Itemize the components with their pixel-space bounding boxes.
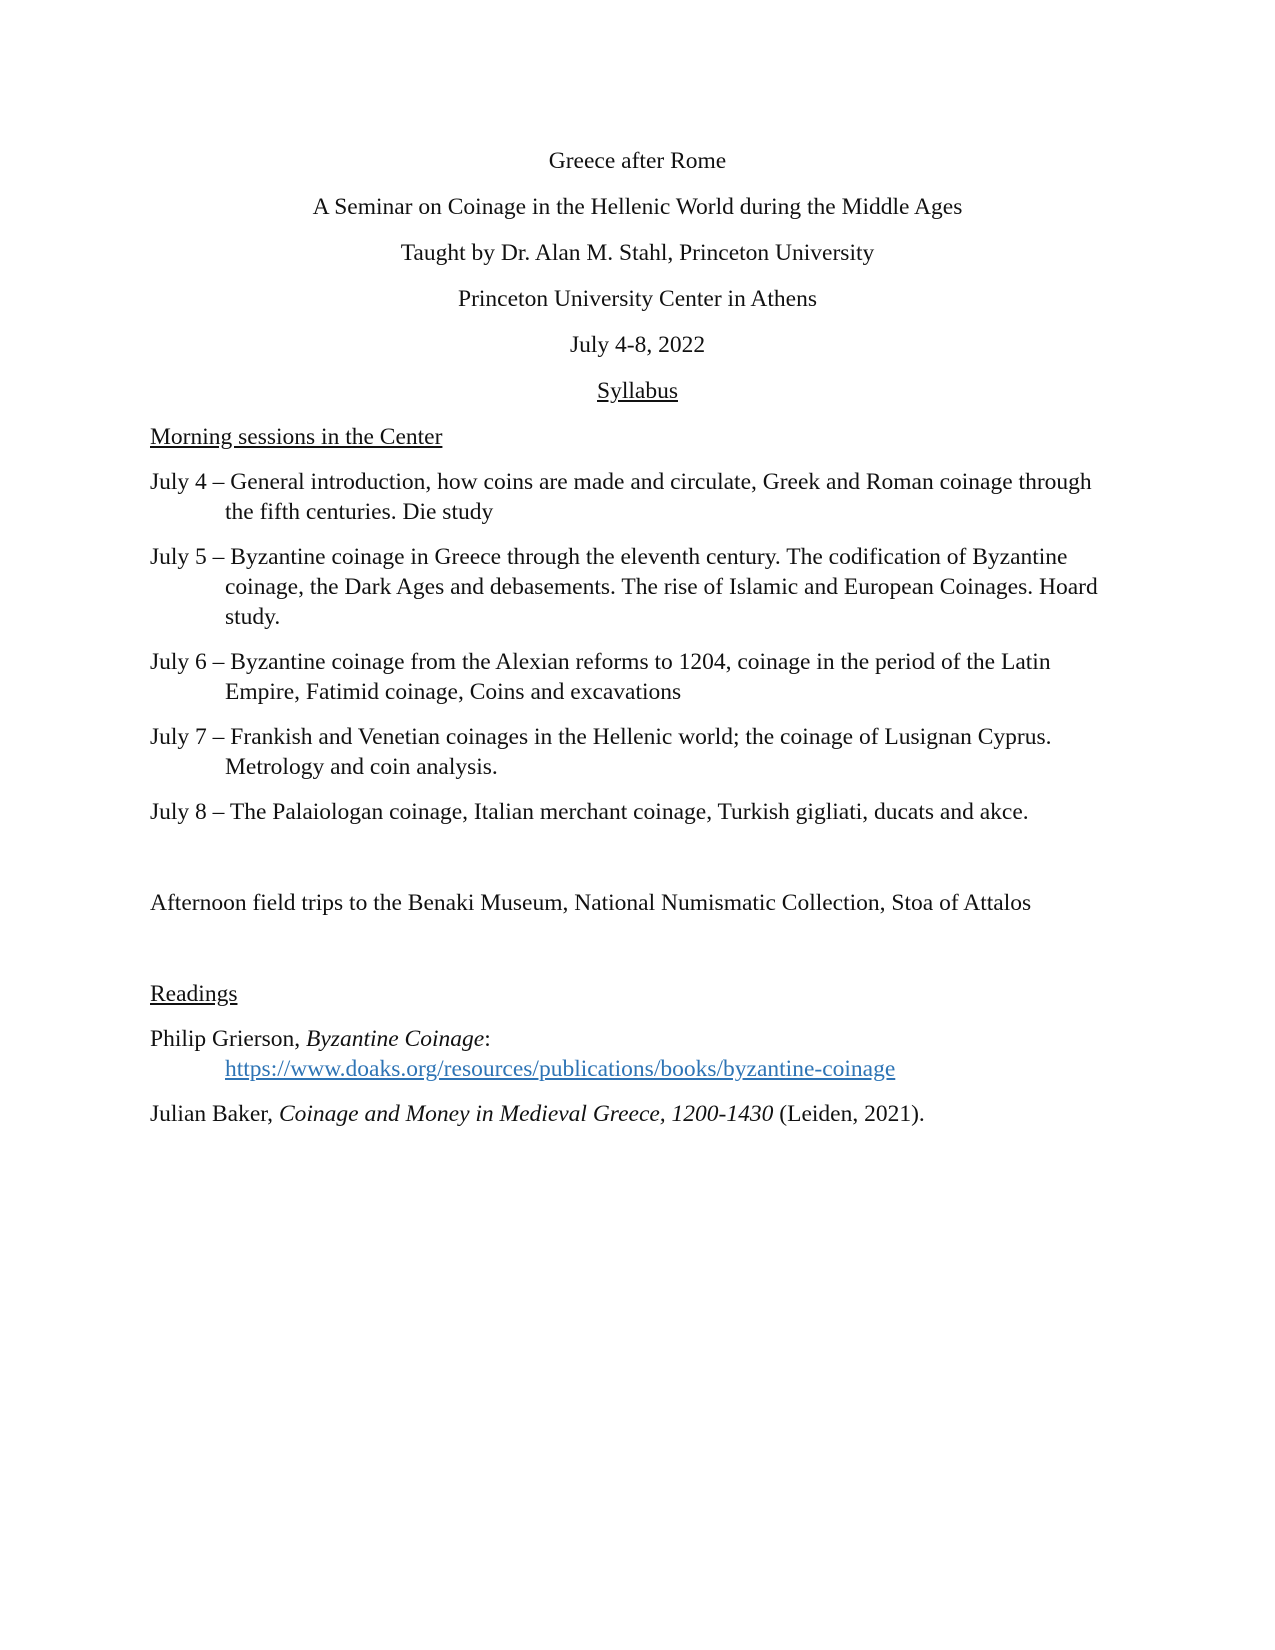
reading-baker bbox=[150, 1099, 1125, 1129]
reading-grierson bbox=[150, 1024, 1125, 1084]
reading-author: Philip Grierson, bbox=[150, 1026, 307, 1052]
session-july-6: July 6 – Byzantine coinage from the Alexian reforms to 1204, coinage in the period of the Latin Empire, Fatimid coinage, Coins and excavations bbox=[150, 649, 1051, 705]
reading-link[interactable]: https://www.doaks.org/resources/publications/books/byzantine-coinage bbox=[225, 1056, 896, 1082]
document-subtitle: A Seminar on Coinage in the Hellenic World during the Middle Ages bbox=[312, 194, 963, 220]
reading-suffix: (Leiden, 2021). bbox=[773, 1101, 925, 1127]
session-july-7: July 7 – Frankish and Venetian coinages in the Hellenic world; the coinage of Lusignan Cyprus. Metrology and coin analysis. bbox=[150, 724, 1052, 780]
syllabus-page bbox=[150, 146, 1125, 1144]
session-july-5: July 5 – Byzantine coinage in Greece through the eleventh century. The codification of Byzantine coinage, the Dark Ages and debasements. The rise of Islamic and European Coinages. Hoard study. bbox=[150, 544, 1098, 630]
readings-heading: Readings bbox=[150, 981, 238, 1007]
afternoon-field-trips: Afternoon field trips to the Benaki Museum, National Numismatic Collection, Stoa of Attalos bbox=[150, 890, 1032, 916]
instructor-line: Taught by Dr. Alan M. Stahl, Princeton University bbox=[400, 240, 875, 266]
reading-title: Coinage and Money in Medieval Greece, 1200-1430 bbox=[278, 1101, 774, 1127]
location-line: Princeton University Center in Athens bbox=[458, 286, 817, 312]
document-title: Greece after Rome bbox=[548, 148, 727, 174]
reading-title: Byzantine Coinage bbox=[306, 1026, 485, 1052]
reading-suffix: : bbox=[484, 1026, 491, 1052]
reading-author: Julian Baker, bbox=[150, 1101, 279, 1127]
session-july-8: July 8 – The Palaiologan coinage, Italian merchant coinage, Turkish gigliati, ducats and akce. bbox=[150, 799, 1029, 825]
spacer bbox=[150, 933, 1125, 979]
session-july-4: July 4 – General introduction, how coins are made and circulate, Greek and Roman coinage through the fifth centuries. Die study bbox=[150, 469, 1092, 525]
morning-sessions-heading: Morning sessions in the Center bbox=[150, 424, 443, 450]
syllabus-label: Syllabus bbox=[597, 378, 678, 404]
spacer bbox=[150, 842, 1125, 888]
dates-line: July 4-8, 2022 bbox=[569, 332, 706, 358]
